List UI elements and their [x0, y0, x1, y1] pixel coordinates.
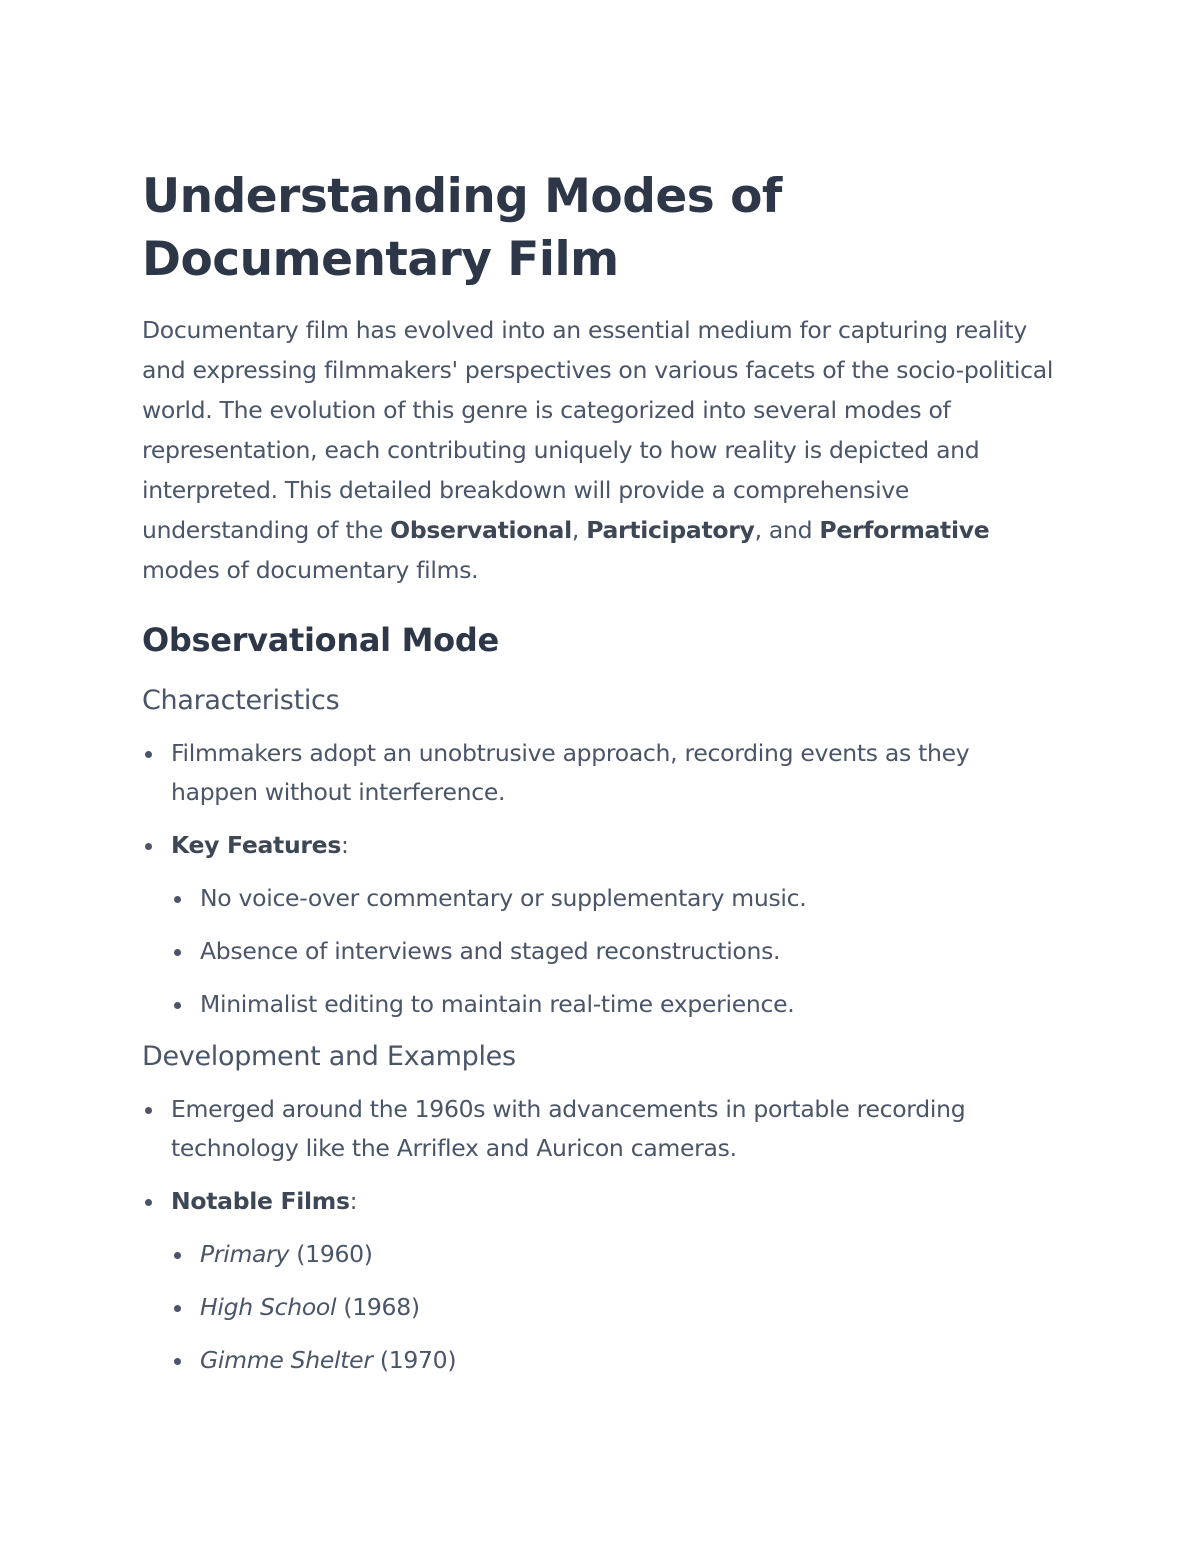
document-page	[142, 165, 1062, 1394]
intro-bold-observational: Observational	[390, 516, 572, 544]
key-features-colon: :	[341, 831, 349, 859]
intro-paragraph	[142, 310, 1062, 590]
document-title: Understanding Modes of Documentary Film	[142, 169, 782, 287]
intro-separator-1: ,	[571, 516, 587, 544]
key-features-list	[171, 879, 1062, 1024]
bullet-icon	[145, 843, 152, 850]
bullet-icon	[174, 1358, 181, 1365]
film-year: (1968)	[336, 1293, 420, 1321]
bullet-icon	[145, 751, 152, 758]
list-item	[142, 734, 1062, 812]
film-title: High School	[200, 1293, 337, 1321]
bullet-icon	[174, 1252, 181, 1259]
list-item	[171, 932, 1062, 971]
subheading-characteristics: Characteristics	[142, 685, 340, 716]
film-title: Gimme Shelter	[200, 1346, 373, 1374]
bullet-icon	[174, 1002, 181, 1009]
intro-separator-2: , and	[754, 516, 820, 544]
list-item-key-features	[142, 826, 1062, 1024]
film-title: Primary	[200, 1240, 290, 1268]
notable-films-colon: :	[349, 1187, 358, 1215]
notable-films-label: Notable Films	[171, 1187, 350, 1215]
film-item	[171, 1235, 1062, 1274]
list-item	[171, 879, 1062, 918]
intro-text-before: Documentary film has evolved into an essential medium for capturing reality and expressing filmmakers' perspectives on various facets of the socio-political world. The evolution of this genre is categorized into several modes of representation, each contributing uniquely to how reality is depicted and interpreted. This detailed breakdown will provide a comprehensive understanding of the	[142, 316, 1054, 544]
intro-text-after: modes of documentary films.	[142, 556, 479, 584]
bullet-icon	[174, 1305, 181, 1312]
film-item	[171, 1288, 1062, 1327]
section-heading-observational: Observational Mode	[142, 621, 499, 659]
intro-bold-participatory: Participatory	[586, 516, 755, 544]
film-year: (1970)	[372, 1346, 457, 1374]
film-item	[171, 1341, 1062, 1380]
list-item-text: Minimalist editing to maintain real-time experience.	[200, 990, 795, 1018]
bullet-icon	[174, 896, 181, 903]
bullet-icon	[145, 1107, 152, 1114]
bullet-icon	[174, 949, 181, 956]
list-item-text: Emerged around the 1960s with advancements in portable recording technology like the Arriflex and Auricon cameras.	[171, 1095, 966, 1162]
characteristics-list	[142, 734, 1062, 1024]
development-list	[142, 1090, 1062, 1380]
list-item-text: Absence of interviews and staged reconstructions.	[200, 937, 781, 965]
notable-films-list	[171, 1235, 1062, 1380]
key-features-label: Key Features	[171, 831, 342, 859]
list-item-text: No voice-over commentary or supplementary music.	[200, 884, 807, 912]
list-item-text: Filmmakers adopt an unobtrusive approach, recording events as they happen without interference.	[171, 739, 970, 806]
intro-bold-performative: Performative	[819, 516, 990, 544]
bullet-icon	[145, 1199, 152, 1206]
list-item	[142, 1090, 1062, 1168]
list-item-notable-films	[142, 1182, 1062, 1380]
film-year: (1960)	[289, 1240, 373, 1268]
list-item	[171, 985, 1062, 1024]
subheading-development: Development and Examples	[142, 1041, 516, 1072]
